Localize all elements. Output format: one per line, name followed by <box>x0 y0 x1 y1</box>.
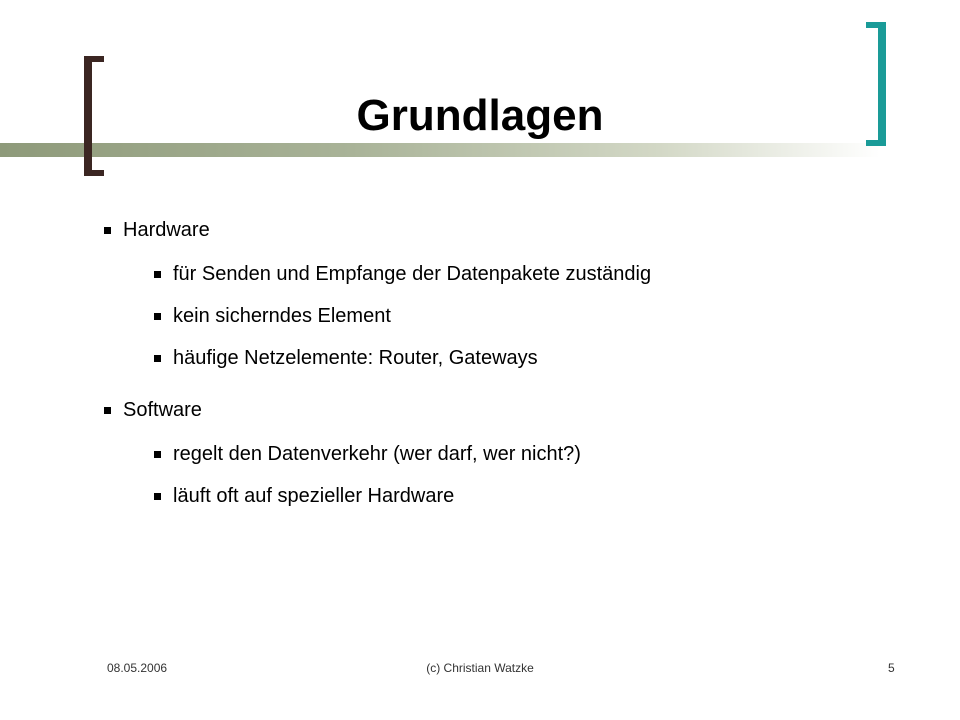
bullet-label: Hardware <box>123 219 210 241</box>
bullet-label: Software <box>123 399 202 421</box>
square-bullet-icon <box>104 407 111 414</box>
square-bullet-icon <box>154 313 161 320</box>
sub-bullet <box>154 442 904 466</box>
square-bullet-icon <box>154 451 161 458</box>
bullet-software <box>104 398 904 422</box>
section-gap <box>104 370 904 398</box>
footer-author: (c) Christian Watzke <box>426 661 534 675</box>
sub-bullet <box>154 484 904 508</box>
right-bracket-decoration <box>866 22 886 146</box>
footer-page-number: 5 <box>888 661 895 675</box>
footer-date: 08.05.2006 <box>107 661 168 675</box>
square-bullet-icon <box>104 227 111 234</box>
slide-title: Grundlagen <box>356 91 604 140</box>
sub-bullet <box>154 346 904 370</box>
sub-bullet <box>154 262 904 286</box>
sub-bullet-text: für Senden und Empfange der Datenpakete zuständig <box>173 263 652 285</box>
square-bullet-icon <box>154 355 161 362</box>
left-bracket-decoration <box>84 56 104 176</box>
bullet-hardware <box>104 218 904 242</box>
sub-bullet-text: häufige Netzelemente: Router, Gateways <box>173 347 538 369</box>
title-underline-bar <box>0 143 880 157</box>
sub-bullet-text: regelt den Datenverkehr (wer darf, wer nicht?) <box>173 443 581 465</box>
sub-bullet <box>154 304 904 328</box>
square-bullet-icon <box>154 493 161 500</box>
slide-content <box>104 218 904 508</box>
square-bullet-icon <box>154 271 161 278</box>
sub-bullet-text: kein sicherndes Element <box>173 305 391 327</box>
sub-bullet-text: läuft oft auf spezieller Hardware <box>173 485 455 507</box>
